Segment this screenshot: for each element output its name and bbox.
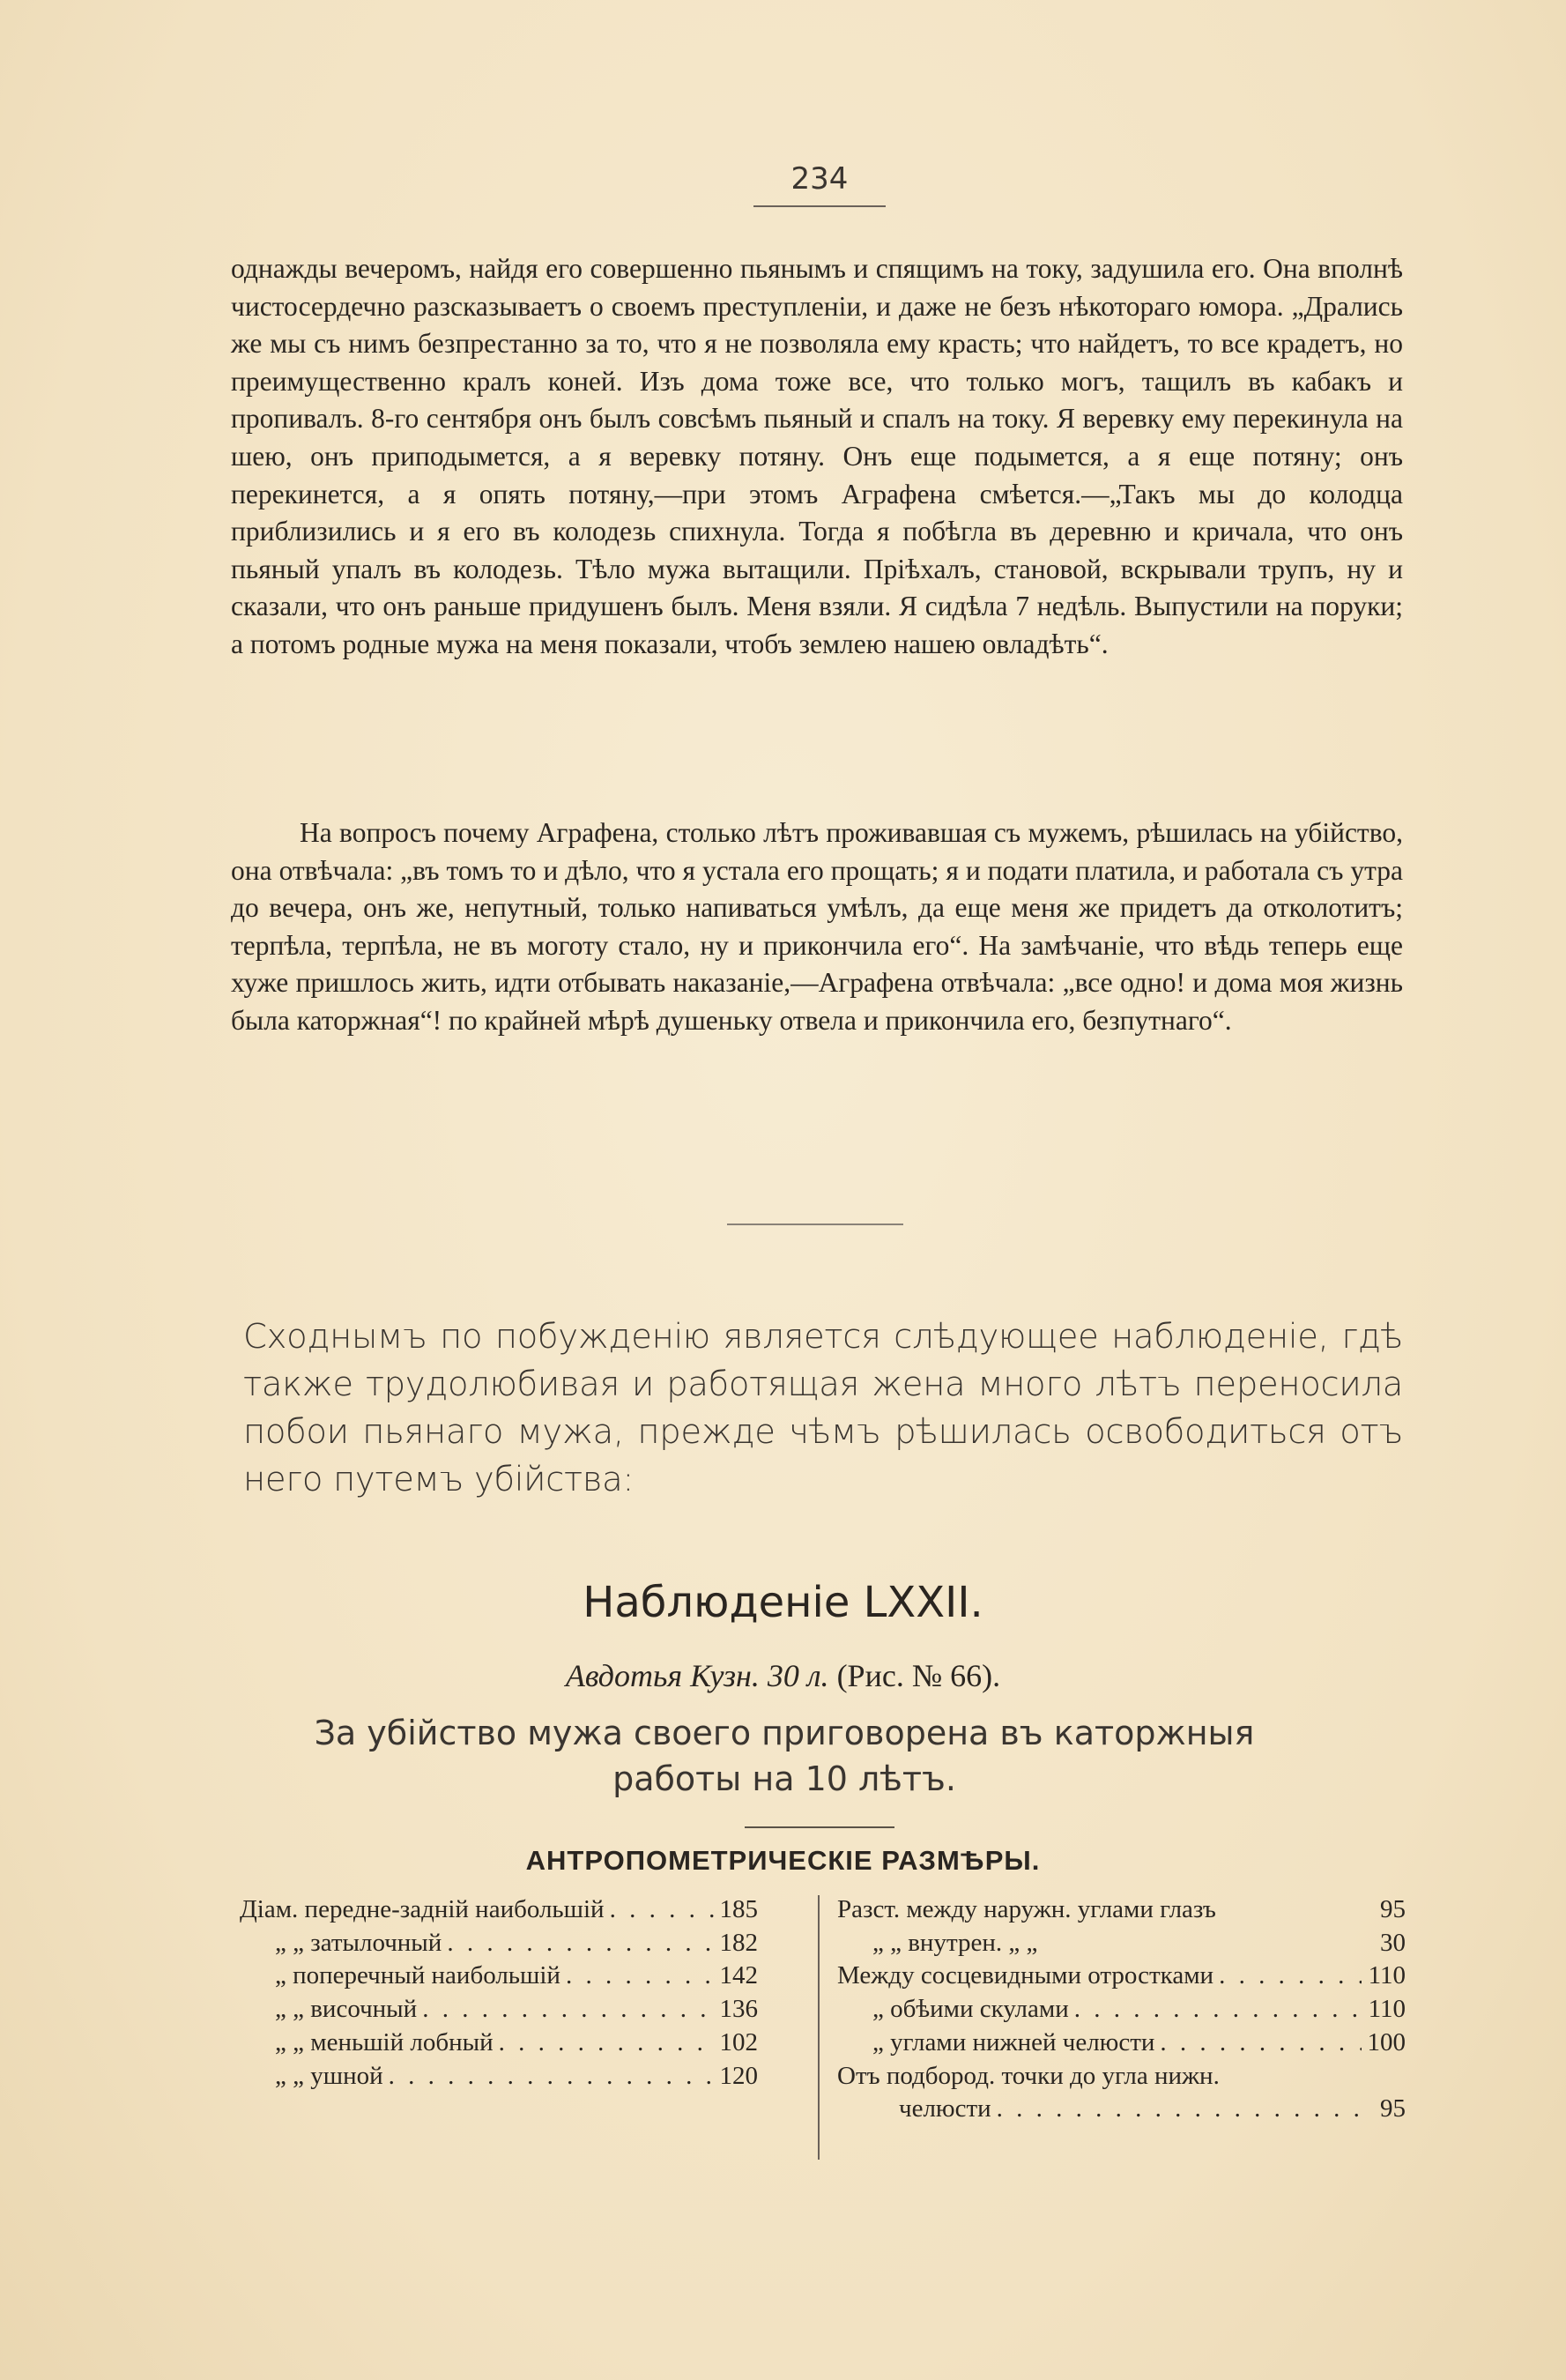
measurement-value: 30 <box>1380 1928 1406 1957</box>
measurement-label: челюсти <box>899 2094 991 2123</box>
measurement-label: „ поперечный наибольшій <box>275 1961 560 1990</box>
observation-title: Наблюденіе LXXII. <box>583 1578 983 1627</box>
measurement-value: 182 <box>719 1928 758 1957</box>
measurement-label: Разст. между наружн. углами глазъ <box>837 1895 1216 1923</box>
observation-sentence: За убійство мужа своего приговорена въ каторжныя работы на 10 лѣтъ. <box>314 1714 1255 1798</box>
heading-divider <box>745 1826 894 1828</box>
measurement-label: „ „ внутрен. „ „ <box>872 1928 1038 1957</box>
figure-reference: (Рис. № 66). <box>836 1658 1001 1693</box>
measurement-row <box>837 2060 1406 2094</box>
measurement-label: „ „ затылочный <box>275 1928 442 1957</box>
measurement-value: 95 <box>1380 1895 1406 1923</box>
measurement-label: „ „ височный <box>275 1995 418 2024</box>
anthropometry-heading: АНТРОПОМЕТРИЧЕСКІЕ РАЗМѢРЫ. <box>525 1845 1041 1876</box>
measurement-value: 102 <box>719 2027 758 2056</box>
leader-dots <box>389 2060 714 2094</box>
measurement-row <box>837 2027 1406 2060</box>
leader-dots <box>422 1993 714 2027</box>
measurement-value: 185 <box>719 1895 758 1923</box>
measurement-value: 142 <box>719 1961 758 1990</box>
measurement-label: Діам. передне-задній наибольшій <box>240 1895 605 1923</box>
leader-dots <box>997 2093 1362 2126</box>
measurement-row <box>240 1993 758 2027</box>
measurement-row <box>837 1960 1406 1993</box>
leader-dots <box>447 1927 714 1960</box>
leader-dots <box>499 2027 714 2060</box>
measurement-row <box>240 2027 758 2060</box>
measurements-left-column <box>240 1893 758 2093</box>
leader-dots <box>1074 1993 1362 2027</box>
measurement-row <box>240 2060 758 2094</box>
page-number-rule <box>753 205 886 207</box>
measurement-row <box>240 1960 758 1993</box>
observation-subject <box>0 1657 1566 1694</box>
measurement-label: „ „ меньшій лобный <box>275 2027 494 2056</box>
measurement-row <box>240 1893 758 1927</box>
leader-dots <box>610 1893 714 1927</box>
measurement-row <box>837 2093 1406 2126</box>
leader-dots <box>1219 1960 1362 1993</box>
measurement-row <box>240 1927 758 1960</box>
page-number: 234 <box>790 161 849 197</box>
paragraph-1: однажды вечеромъ, найдя его совершенно пьянымъ и спящимъ на току, задушила его. Она вполнѣ чистосердечно разсказываетъ о своемъ преступленіи, и даже не безъ нѣкотораго юмора. „Дрались же мы съ нимъ безпрестанно за то, что я не позволяла ему красть; что найдетъ, то все крадетъ, но преимущественно кралъ коней. Изъ дома тоже все, что только могъ, тащилъ въ кабакъ и пропивалъ. 8-го сентября онъ былъ совсѣмъ пьяный и спалъ на току. Я веревку ему перекинула на шею, онъ приподымется, а я веревку потяну. Онъ еще подымется, а я еще потяну; онъ перекинется, а я опять потяну,—при этомъ Аграфена смѣется.—„Такъ мы до колодца приблизились и я его въ колодезь спихнула. Тогда я побѣгла въ деревню и кричала, что онъ пьяный упалъ въ колодезь. Тѣло мужа вытащили. Пріѣхалъ, становой, вскрывали трупъ, ну и сказали, что онъ раньше придушенъ былъ. Меня взяли. Я сидѣла 7 недѣль. Выпустили на поруки; а потомъ родные мужа на меня показали, чтобъ землею нашею овладѣть“. <box>231 253 1403 659</box>
leader-dots <box>1160 2027 1362 2060</box>
measurement-value: 95 <box>1380 2094 1406 2123</box>
measurement-label: Отъ подбород. точки до угла нижн. <box>837 2061 1220 2090</box>
measurement-value: 100 <box>1367 2027 1406 2056</box>
leader-dots <box>566 1960 714 1993</box>
measurement-label: Между сосцевидными отростками <box>837 1961 1214 1990</box>
measurement-value: 110 <box>1368 1961 1406 1990</box>
measurement-value: 110 <box>1368 1995 1406 2024</box>
measurement-label: „ „ ушной <box>275 2061 383 2090</box>
measurement-label: „ обѣими скулами <box>872 1995 1069 2024</box>
section-divider <box>727 1223 903 1225</box>
measurement-value: 120 <box>719 2061 758 2090</box>
measurement-row <box>837 1893 1406 1927</box>
column-divider <box>818 1895 820 2160</box>
subject-name: Авдотья Кузн. 30 л. <box>565 1658 829 1693</box>
measurement-value: 136 <box>719 1995 758 2024</box>
measurement-row <box>837 1927 1406 1960</box>
measurement-row <box>837 1993 1406 2027</box>
measurements-right-column <box>837 1893 1406 2126</box>
intro-paragraph: Сходнымъ по побужденію является слѣдующее наблюденіе, гдѣ также трудолюбивая и работящая жена много лѣтъ переносила побои пьянаго мужа, прежде чѣмъ рѣшилась освободиться отъ него путемъ убійства: <box>243 1317 1403 1499</box>
paragraph-2: На вопросъ почему Аграфена, столько лѣтъ проживавшая съ мужемъ, рѣшилась на убійство, она отвѣчала: „въ томъ то и дѣло, что я устала его прощать; я и подати платила, и работала съ утра до вечера, онъ же, непутный, только напиваться умѣлъ, да еще меня же придетъ да отколотитъ; терпѣла, терпѣла, не въ моготу стало, ну и прикончила его“. На замѣчаніе, что вѣдь теперь еще хуже пришлось жить, идти отбывать наказаніе,—Аграфена отвѣчала: „все одно! и дома моя жизнь была каторжная“! по крайней мѣрѣ душеньку отвела и прикончила его, безпутнаго“. <box>231 817 1403 1036</box>
measurement-label: „ углами нижней челюсти <box>872 2027 1155 2056</box>
